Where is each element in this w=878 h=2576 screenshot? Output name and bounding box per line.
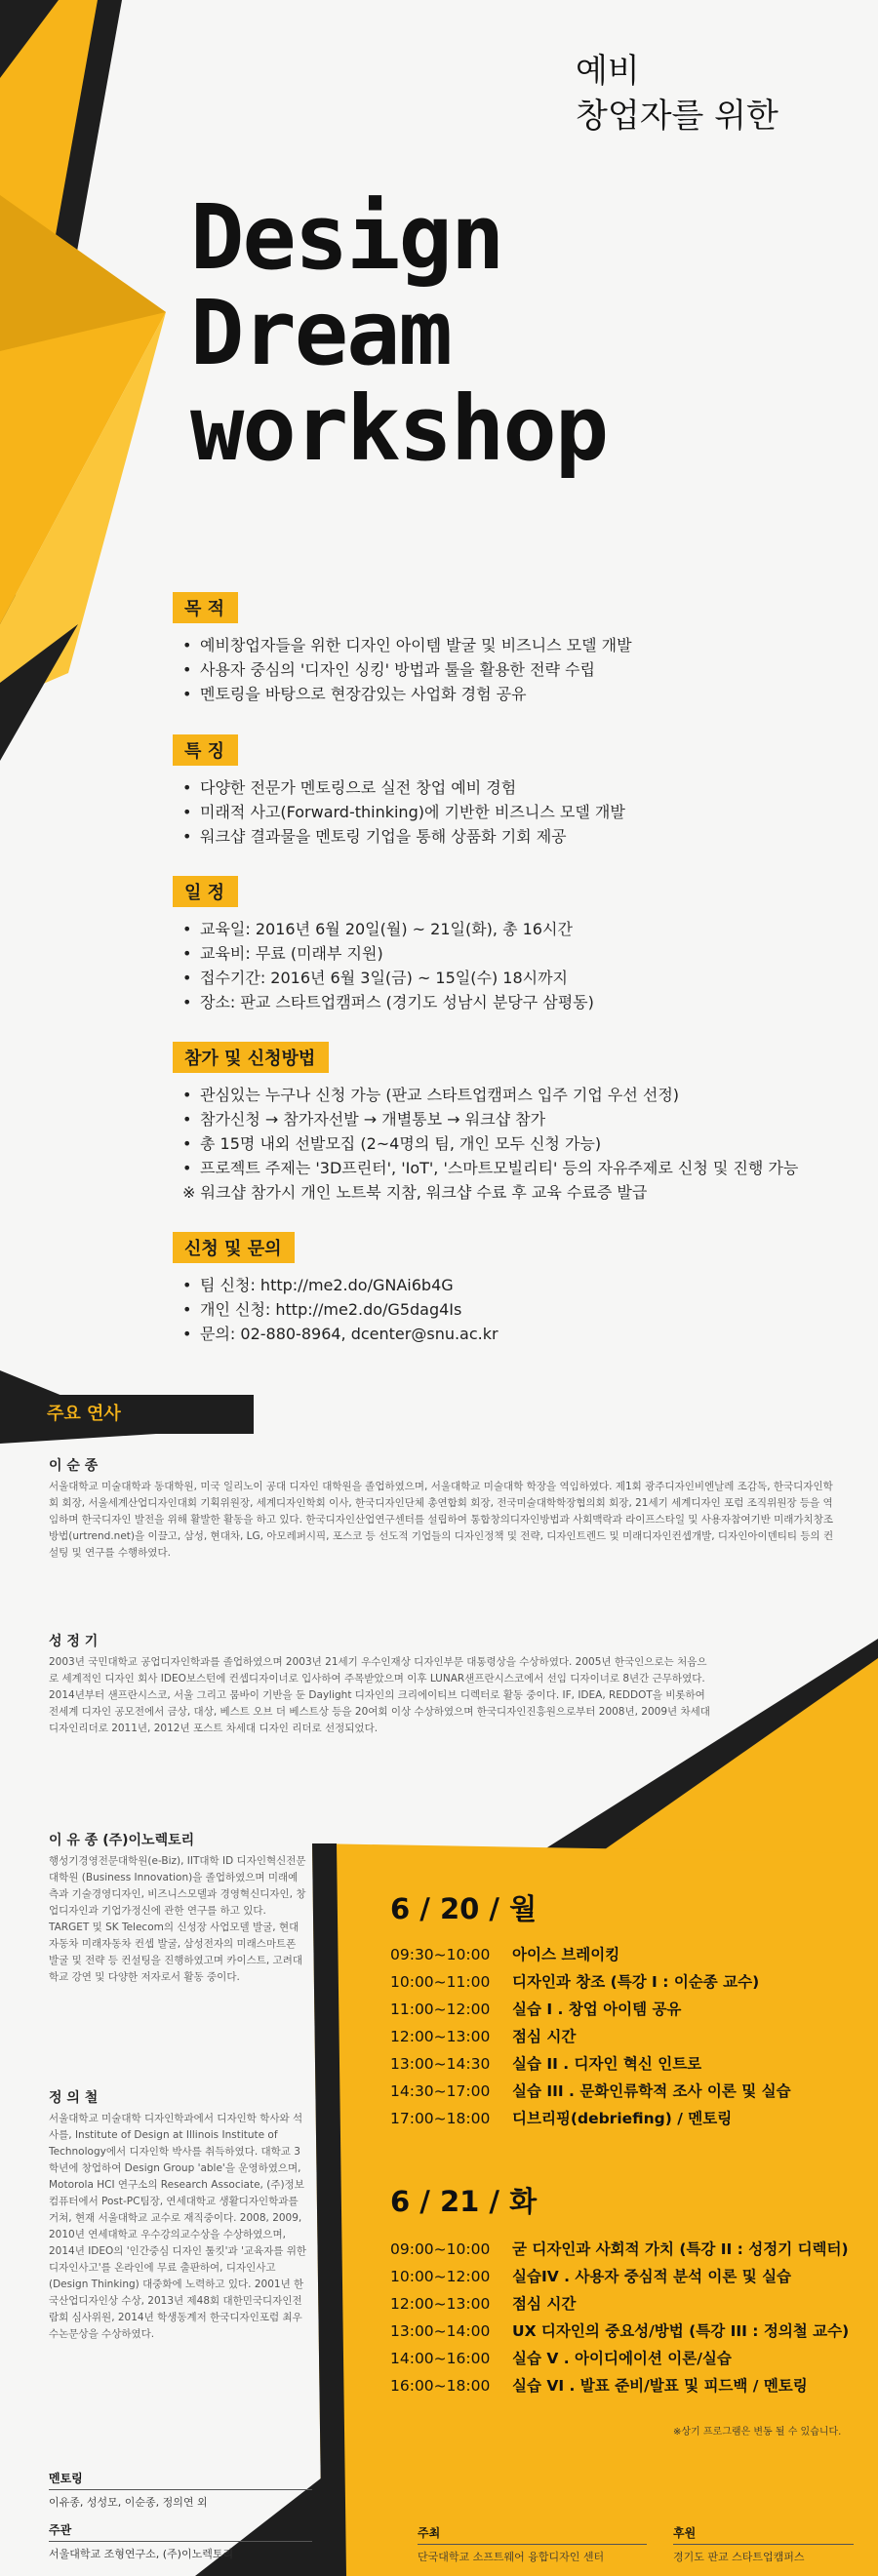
list-item: • 교육비: 무료 (미래부 지원)	[182, 941, 594, 966]
schedule-desc: 디자인과 창조 (특강 I : 이순종 교수)	[512, 1973, 760, 1991]
footer-divider	[673, 2544, 854, 2545]
schedule-time: 14:30~17:00	[390, 2082, 491, 2100]
speaker-name: 이 유 종 (주)이노렉토리	[49, 1833, 195, 1848]
schedule-day2	[390, 2236, 863, 2399]
schedule-row	[390, 2372, 863, 2399]
speaker-bio: 서울대학교 미술대학 디자인학과에서 디자인학 학사와 석사를, Institute of Design at Illinois Institute of Technology에서 디자인학 박사를 취득하였다. 대학교 3학년에 창업하여 Design Group 'able'을 운영하였으며, Motorola HCI 연구소의 Research Associate, (주)정보컴퓨터에서 Post-PC팀장, 연세대학교 생활디자인학과를 거쳐, 현재 서울대학교 교수로 재직중이다. 2008, 2009, 2010년 연세대학교 우수강의교수상을 수상하였으며, 2014년 IDEO의 '인간중심 디자인 툴킷'과 '교육자를 위한 디자인사고'를 온라인에 무료 출판하여, 디자인사고 (Design Thinking) 대중화에 노력하고 있다. 2001년 한국산업디자인상 수상, 2013년 제48회 대한민국디자인전람회 심사위원, 2014년 학생동계저 한국디자인포럼 최우수논문상을 수상하였다.	[49, 2113, 307, 2340]
speaker-name: 성 정 기	[49, 1634, 99, 1649]
title-line-1: Design	[190, 185, 503, 290]
schedule-desc: 실습 V . 아이디에이션 이론/실습	[512, 2350, 732, 2367]
schedule-time: 12:00~13:00	[390, 2295, 491, 2313]
section-tag: 특 징	[173, 734, 238, 766]
section-note: ※ 워크샵 참가시 개인 노트북 지참, 워크샵 수료 후 교육 수료증 발급	[182, 1183, 648, 1202]
footer-host	[418, 2524, 647, 2564]
section-features	[171, 734, 625, 849]
speaker-name: 정 의 철	[49, 2090, 99, 2106]
schedule-time: 09:30~10:00	[390, 1946, 491, 1963]
footer-divider	[49, 2489, 312, 2490]
footer-divider	[418, 2544, 647, 2545]
schedule-time: 10:00~11:00	[390, 1973, 491, 1991]
subtitle-line-2: 창업자를 위한	[576, 97, 778, 136]
section-tag: 목 적	[173, 592, 238, 623]
speaker-bio: 2003년 국민대학교 공업디자인학과를 졸업하였으며 2003년 21세기 우수인재상 디자인부문 대통령상을 수상하였다. 2005년 한국인으로는 처음으로 세계적인 디자인 회사 IDEO보스턴에 컨셉디자이너로 입사하여 주목받았으며 이후 LUNAR샌프란시스코에서 선임 디자이너로 8년간 근무하였다. 2014년부터 샌프란시스코, 서울 그리고 뭄바이 기반을 둔 Daylight 디자인의 크리에이티브 디렉터로 활동 중이다. IF, IDEA, REDDOT을 비롯하여 전세계 디자인 공모전에서 금상, 대상, 베스트 오브 더 베스트상 등을 20여회 이상 수상하였으며 한국디자인진흥원으로부터 2008년, 2009년 차세대 디자인리더로 2011년, 2012년 포스트 차세대 디자인 리더로 선정되었다.	[49, 1656, 710, 1734]
list-item: • 예비창업자들을 위한 디자인 아이템 발굴 및 비즈니스 모델 개발	[182, 633, 632, 657]
schedule-row	[390, 1968, 863, 1996]
list-item: • 다양한 전문가 멘토링으로 실전 창업 예비 경험	[182, 775, 625, 800]
list-item: • 참가신청 → 참가자선발 → 개별통보 → 워크샵 참가	[182, 1107, 798, 1131]
list-item: • 사용자 중심의 '디자인 싱킹' 방법과 툴을 활용한 전략 수립	[182, 657, 632, 682]
schedule-note: ※상기 프로그램은 변동 될 수 있습니다.	[673, 2427, 842, 2437]
section-application	[171, 1042, 798, 1205]
speaker-bio: 서울대학교 미술대학과 동대학원, 미국 일리노이 공대 디자인 대학원을 졸업하였으며, 서울대학교 미술대학 학장을 역임하였다. 제1회 광주디자인비엔날레 조감독, 한국디자인학회 회장, 서울세계산업디자인대회 기획위원장, 세계디자인학회 이사, 한국디자인단체 총연합회 회장, 전국미술대학학장협의회 회장, 21세기 세계디자인 포럼 조직위원장 등을 역임하며 한국디자인 발전을 위해 활발한 활동을 하고 있다. 한국디자인산업연구센터를 설립하여 통합창의디자인방법과 사회맥락과 라이프스타일 및 사용자참여기반 미래가치창조방법(urtrend.net)을 이끌고, 삼성, 현대차, LG, 아모레퍼시픽, 포스코 등 선도적 기업들의 디자인정책 및 전략, 디자인트렌드 및 미래디자인컨셉개발, 디자인아이덴티티 등의 컨설팅 및 연구를 수행하였다.	[49, 1481, 834, 1559]
title-line-2: Dream	[190, 281, 451, 385]
schedule-desc: 점심 시간	[512, 2028, 577, 2045]
speaker-bio: 행성기경영전문대학원(e-Biz), IIT대학 ID 디자인혁신전문대학원 (Business Innovation)을 졸업하였으며 미래예측과 기술경영디자인, 비즈니스모델과 경영혁신디자인, 창업디자인과 기업가정신에 관한 연구를 하고 있다. TARGET 및 SK Telecom의 신성장 사업모델 발굴, 현대자동차 미래자동차 컨셉 발굴, 삼성전자의 미래스마트폰 발굴 및 전략 등 컨설팅을 진행하였고며 카이스트, 고려대학교 강연 및 다양한 저자로서 활동 중이다.	[49, 1855, 306, 1983]
footer-value: 이유종, 성성모, 이순종, 정의연 외	[49, 2496, 208, 2509]
footer-label: 주최	[418, 2526, 441, 2540]
section-tag: 참가 및 신청방법	[173, 1042, 329, 1073]
section-tag: 일 정	[173, 876, 238, 907]
speaker-1	[49, 1455, 839, 1562]
speaker-name: 이 순 종	[49, 1458, 99, 1474]
schedule-row	[390, 2050, 863, 2078]
section-list	[182, 775, 625, 849]
section-list	[182, 1273, 499, 1346]
footer-mentoring	[49, 2470, 312, 2510]
footer-value: 경기도 판교 스타트업캠퍼스	[673, 2551, 805, 2563]
schedule-row	[390, 2023, 863, 2050]
section-schedule-info	[171, 876, 594, 1014]
schedule-desc: 실습IV . 사용자 중심적 분석 이론 및 실습	[512, 2268, 792, 2285]
schedule-time: 13:00~14:30	[390, 2055, 491, 2073]
schedule-row	[390, 2290, 863, 2318]
schedule-row	[390, 2345, 863, 2372]
speaker-4	[49, 2087, 307, 2343]
schedule-day1	[390, 1941, 863, 2132]
schedule-row	[390, 2078, 863, 2105]
schedule-time: 14:00~16:00	[390, 2350, 491, 2367]
team-application-link[interactable]: • 팀 신청: http://me2.do/GNAi6b4G	[182, 1273, 499, 1297]
section-list	[182, 1083, 798, 1180]
list-item: • 멘토링을 바탕으로 현장감있는 사업화 경험 공유	[182, 682, 632, 706]
list-item: • 관심있는 누구나 신청 가능 (판교 스타트업캠퍼스 입주 기업 우선 선정)	[182, 1083, 798, 1107]
speakers-tag: 주요 연사	[29, 1395, 254, 1434]
schedule-date-day1: 6 / 20 / 월	[390, 1892, 538, 1925]
schedule-time: 11:00~12:00	[390, 2001, 491, 2018]
schedule-desc: 점심 시간	[512, 2295, 577, 2313]
schedule-time: 12:00~13:00	[390, 2028, 491, 2045]
section-contact	[171, 1232, 499, 1346]
footer-divider	[49, 2541, 312, 2542]
schedule-desc: 실습 III . 문화인류학적 조사 이론 및 실습	[512, 2082, 791, 2100]
footer-label: 후원	[673, 2526, 697, 2540]
list-item: • 교육일: 2016년 6월 20일(월) ~ 21일(화), 총 16시간	[182, 917, 594, 941]
schedule-time: 09:00~10:00	[390, 2240, 491, 2258]
list-item: • 워크샵 결과물을 멘토링 기업을 통해 상품화 기회 제공	[182, 824, 625, 849]
speaker-3	[49, 1830, 307, 1986]
schedule-row	[390, 2236, 863, 2263]
schedule-date-day2: 6 / 21 / 화	[390, 2185, 538, 2218]
subtitle-line-1: 예비	[576, 52, 640, 91]
page-title	[190, 185, 608, 481]
title-line-3: workshop	[190, 376, 608, 481]
section-tag: 신청 및 문의	[173, 1232, 295, 1263]
contact-info: • 문의: 02-880-8964, dcenter@snu.ac.kr	[182, 1322, 499, 1346]
footer-organizer	[49, 2521, 312, 2561]
schedule-desc: 아이스 브레이킹	[512, 1946, 620, 1963]
footer-value: 서울대학교 조형연구소, (주)이노렉토리	[49, 2548, 234, 2560]
schedule-time: 13:00~14:00	[390, 2322, 491, 2340]
footer-label: 주관	[49, 2523, 72, 2537]
schedule-time: 10:00~12:00	[390, 2268, 491, 2285]
section-purpose	[171, 592, 632, 706]
section-list	[182, 633, 632, 706]
list-item: • 총 15명 내외 선발모집 (2~4명의 팀, 개인 모두 신청 가능)	[182, 1131, 798, 1156]
schedule-desc: 실습 VI . 발표 준비/발표 및 피드백 / 멘토링	[512, 2377, 808, 2395]
schedule-row	[390, 2263, 863, 2290]
speaker-2	[49, 1631, 712, 1737]
schedule-desc: 굳 디자인과 사회적 가치 (특강 II : 성정기 디렉터)	[512, 2240, 849, 2258]
schedule-desc: UX 디자인의 중요성/방법 (특강 III : 정의철 교수)	[512, 2322, 850, 2340]
list-item: • 프로젝트 주제는 '3D프린터', 'IoT', '스마트모빌리티' 등의 자유주제로 신청 및 진행 가능	[182, 1156, 798, 1180]
schedule-desc: 실습 II . 디자인 혁신 인트로	[512, 2055, 702, 2073]
individual-application-link[interactable]: • 개인 신청: http://me2.do/G5dag4Is	[182, 1297, 499, 1322]
footer-value: 단국대학교 소프트웨어 융합디자인 센터	[418, 2551, 605, 2563]
schedule-row	[390, 1996, 863, 2023]
list-item: • 접수기간: 2016년 6월 3일(금) ~ 15일(수) 18시까지	[182, 966, 594, 990]
footer-sponsor	[673, 2524, 854, 2564]
schedule-desc: 실습 I . 창업 아이템 공유	[512, 2001, 682, 2018]
schedule-desc: 디브리핑(debriefing) / 멘토링	[512, 2110, 733, 2127]
schedule-row	[390, 2318, 863, 2345]
header-subtitle	[576, 49, 778, 139]
footer-label: 멘토링	[49, 2472, 83, 2485]
list-item: • 장소: 판교 스타트업캠퍼스 (경기도 성남시 분당구 삼평동)	[182, 990, 594, 1014]
section-list	[182, 917, 594, 1014]
schedule-time: 17:00~18:00	[390, 2110, 491, 2127]
schedule-time: 16:00~18:00	[390, 2377, 491, 2395]
list-item: • 미래적 사고(Forward-thinking)에 기반한 비즈니스 모델 개발	[182, 800, 625, 824]
schedule-row	[390, 1941, 863, 1968]
schedule-row	[390, 2105, 863, 2132]
